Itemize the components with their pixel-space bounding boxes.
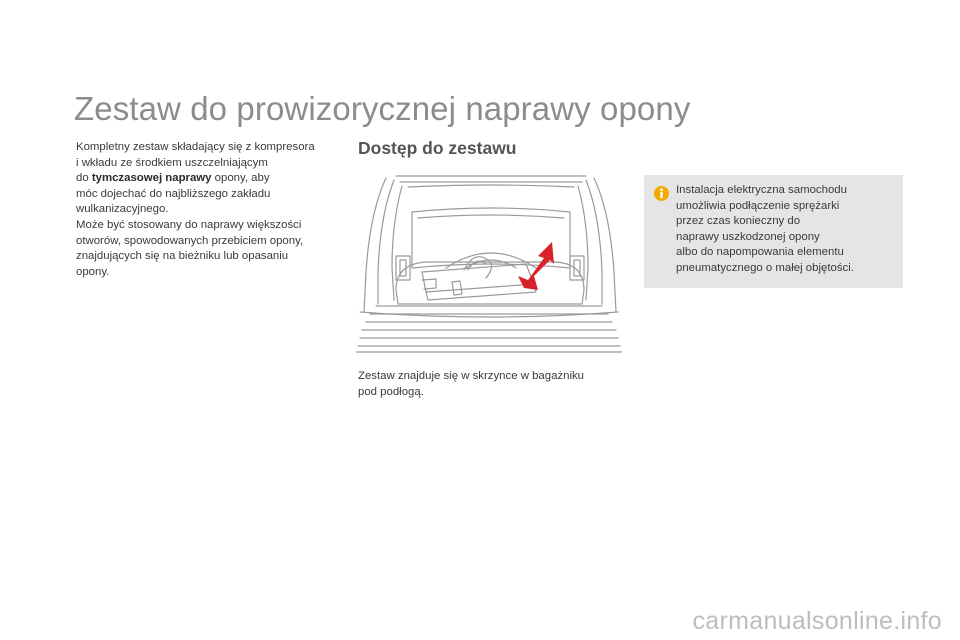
info-line: Instalacja elektryczna samochodu [676,184,847,196]
trunk-illustration [356,172,622,354]
intro-line: wulkanizacyjnego. [76,203,169,216]
illustration-caption [358,369,618,400]
info-box [644,175,903,288]
intro-line: i wkładu ze środkiem uszczelniającym [76,156,268,169]
intro-line: Kompletny zestaw składający się z kompresora [76,141,315,153]
intro-line [76,171,344,187]
info-text [676,183,876,277]
intro-line: znajdujących się na bieżniku lub opasaniu [76,250,289,263]
intro-line-suffix: opony, aby [211,172,270,185]
intro-line-prefix: do [76,172,92,185]
intro-line: móc dojechać do najbliższego zakładu [76,187,271,200]
caption-line: pod podłogą. [358,385,424,398]
section-heading-access: Dostęp do zestawu [358,138,517,158]
info-line: umożliwia podłączenie sprężarki [676,199,840,212]
intro-line: Może być stosowany do naprawy większości [76,218,302,231]
info-line: pneumatycznego o małej objętości. [676,261,854,274]
intro-line: otworów, spowodowanych przebiciem opony, [76,234,304,247]
intro-emphasis: tymczasowej naprawy [91,172,212,185]
intro-text [76,140,344,280]
page-title: Zestaw do prowizorycznej naprawy opony [74,90,691,127]
watermark: carmanualsonline.info [692,607,942,635]
trunk-drawing [356,172,622,354]
intro-line: opony. [76,265,110,278]
info-line: przez czas konieczny do [676,215,801,228]
info-icon [654,186,669,201]
info-line: albo do napompowania elementu [676,246,844,259]
info-line: naprawy uszkodzonej opony [676,230,820,243]
caption-line: Zestaw znajduje się w skrzynce w bagażniku [358,370,585,382]
